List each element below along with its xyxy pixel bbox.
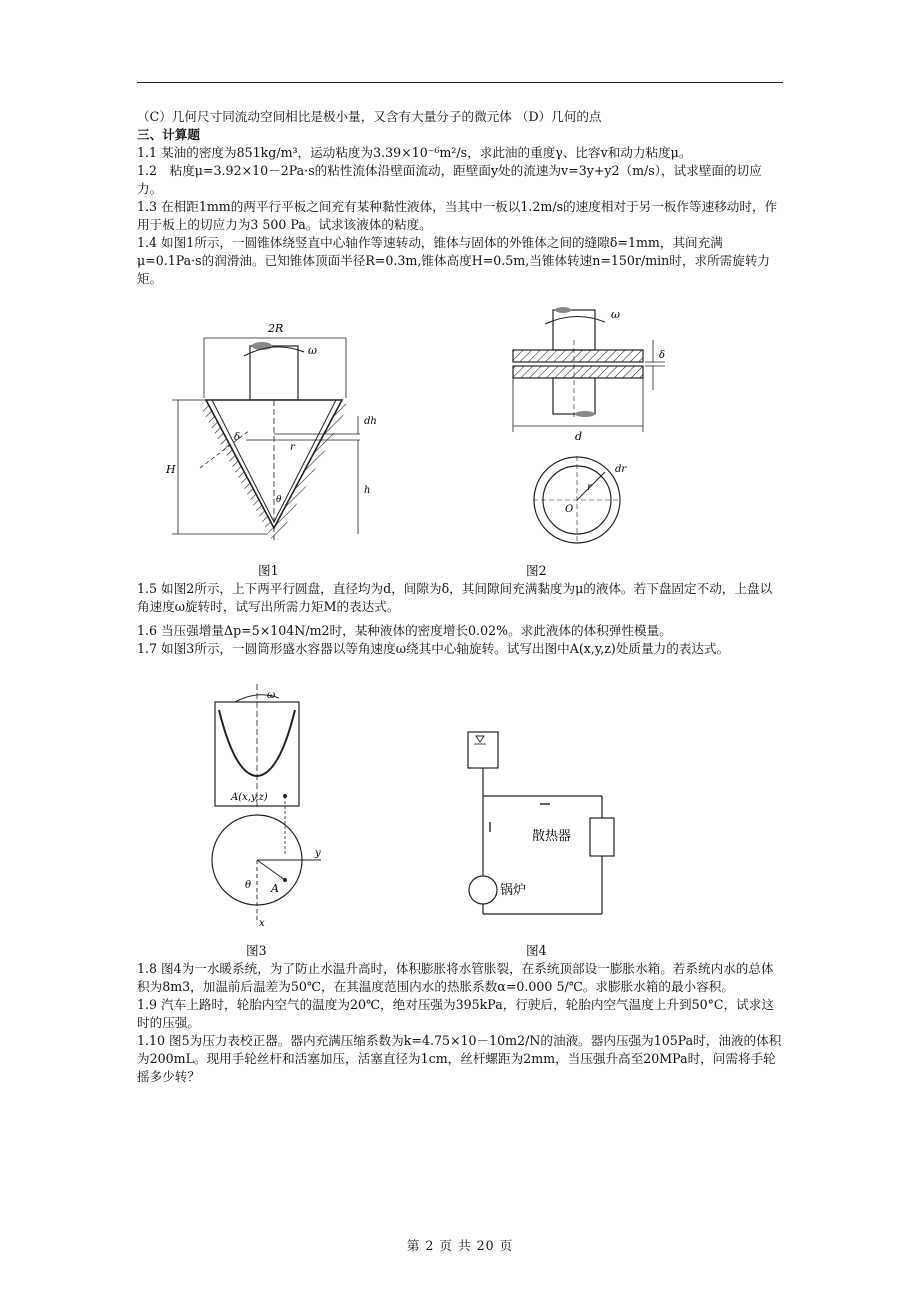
problem-1-8: 1.8 图4为一水暖系统，为了防止水温升高时，体积膨胀将水管胀裂，在系统顶部设一膨胀水箱。若系统内水的总体积为8m3，加温前后温差为50℃，在其温度范围内水的热胀系数α=0.000 5/℃。求膨胀水箱的最小容积。 xyxy=(137,961,774,994)
fig1-dh-label: dh xyxy=(364,416,377,427)
fig1-caption: 图1 xyxy=(258,563,279,578)
fig1-r-label: r xyxy=(290,442,295,453)
page-body-2 xyxy=(137,580,783,658)
fig2-delta-label: δ xyxy=(659,350,666,361)
fig2-O-label: O xyxy=(565,504,574,515)
page-footer: 第 2 页 共 20 页 xyxy=(406,1238,514,1253)
section-title: 三、计算题 xyxy=(137,127,200,142)
figure-4 xyxy=(460,728,630,928)
problem-1-3: 1.3 在相距1mm的两平行平板之间充有某种黏性液体，当其中一板以1.2m/s的速度相对于另一板作等速移动时，作用于板上的切应力为3 500 Pa。试求该液体的粘度。 xyxy=(137,199,778,232)
fig3-point-label: A(x,y,z) xyxy=(231,792,268,803)
fig3-omega-label: ω xyxy=(267,690,276,701)
problem-1-10: 1.10 图5为压力表校正器。器内充满压缩系数为k=4.75×10－10m2/N的油液。器内压强为105Pa时，油液的体积为200mL。现用手轮丝杆和活塞加压，活塞直径为1cm，丝杆螺距为2mm，当压强升高至20MPa时，问需将手轮摇多少转？ xyxy=(137,1033,782,1084)
problem-1-6: 1.6 当压强增量Δp=5×104N/m2时，某种液体的密度增长0.02%。求此液体的体积弹性模量。 xyxy=(137,623,672,638)
fig2-r-label: r xyxy=(587,482,592,493)
fig3-y-label: y xyxy=(315,848,321,859)
problem-1-2: 1.2 粘度μ=3.92×10－2Pa·s的粘性流体沿壁面流动，距壁面y处的流速为v=3y+y2（m/s），试求壁面的切应力。 xyxy=(137,163,762,196)
fig1-delta-label: δ xyxy=(234,432,241,443)
problem-1-5: 1.5 如图2所示，上下两平行圆盘，直径均为d，间隙为δ，其间隙间充满黏度为μ的液体。若下盘固定不动，上盘以角速度ω旋转时，试写出所需力矩M的表达式。 xyxy=(137,581,773,614)
fig3-A-label: A xyxy=(271,882,279,895)
header-rule xyxy=(137,82,783,83)
figure-1 xyxy=(160,318,390,550)
problem-1-1: 1.1 某油的密度为851kg/m³，运动粘度为3.39×10⁻⁶m²/s，求此油的重度γ、比容v和动力粘度μ。 xyxy=(137,145,692,160)
problem-1-4: 1.4 如图1所示，一圆锥体绕竖直中心轴作等速转动，锥体与固体的外锥体之间的缝隙δ=1mm，其间充满μ=0.1Pa·s的润滑油。已知锥体顶面半径R=0.3m,锥体高度H=0.5m,当锥体转速n=150r/min时，求所需旋转力矩。 xyxy=(137,235,771,286)
problem-1-7: 1.7 如图3所示，一圆筒形盛水容器以等角速度ω绕其中心轴旋转。试写出图中A(x,y,z)处质量力的表达式。 xyxy=(137,641,730,656)
figure-3 xyxy=(205,680,335,930)
fig2-d-label: d xyxy=(575,430,583,443)
fig4-radiator-label: 散热器 xyxy=(532,829,572,844)
fig2-omega-label: ω xyxy=(611,308,620,321)
fig3-caption: 图3 xyxy=(246,943,267,958)
option-line: （C）几何尺寸同流动空间相比是极小量，又含有大量分子的微元体 （D）几何的点 xyxy=(137,109,602,124)
fig1-2R-label: 2R xyxy=(268,322,284,335)
figure-2 xyxy=(505,300,685,560)
fig1-h-label: h xyxy=(364,485,371,496)
page-body xyxy=(137,108,783,288)
fig2-dr-label: dr xyxy=(615,464,627,475)
fig4-boiler-label: 锅炉 xyxy=(500,883,527,898)
fig2-caption: 图2 xyxy=(526,563,547,578)
page-body-3 xyxy=(137,960,783,1086)
fig1-theta-label: θ xyxy=(276,495,282,505)
problem-1-9: 1.9 汽车上路时，轮胎内空气的温度为20℃，绝对压强为395kPa，行驶后，轮胎内空气温度上升到50°C，试求这时的压强。 xyxy=(137,997,774,1030)
fig3-x-label: x xyxy=(259,918,265,929)
fig3-theta-label: θ xyxy=(245,880,252,891)
fig1-H-label: H xyxy=(166,463,176,476)
fig1-omega-label: ω xyxy=(308,344,317,357)
fig4-caption: 图4 xyxy=(526,943,547,958)
